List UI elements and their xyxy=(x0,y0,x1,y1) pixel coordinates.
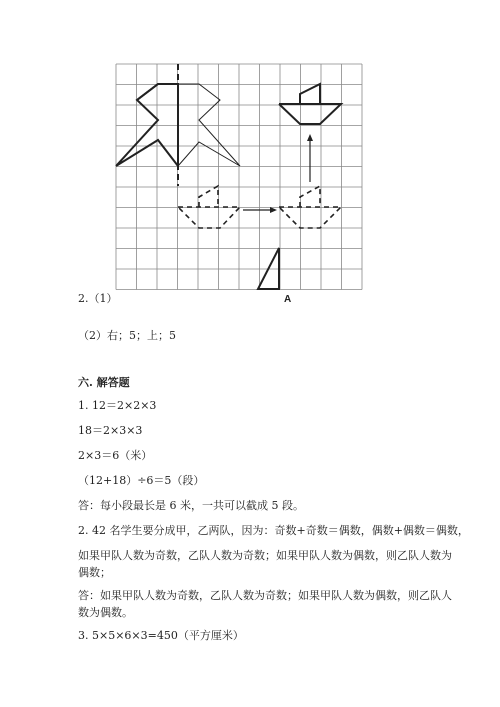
boat-dashed-right xyxy=(279,207,341,228)
part2-answer: （2）右；5；上；5 xyxy=(78,329,176,342)
boat-solid-sail xyxy=(300,84,320,104)
grid-lines xyxy=(116,64,362,290)
boat-dashed-left xyxy=(178,207,240,228)
answer-line: 1. 12＝2×2×3 xyxy=(78,399,157,412)
boat-dashed-left-sail xyxy=(199,186,218,207)
answer-line: 2. 42 名学生要分成甲，乙两队，因为：奇数+奇数＝偶数，偶数+偶数＝偶数， xyxy=(78,524,469,537)
answer-line: 如果甲队人数为奇数，乙队人数为奇数；如果甲队人数为偶数，则乙队人数为 xyxy=(78,549,452,562)
boat-solid xyxy=(279,104,341,124)
boat-dashed-right-sail xyxy=(300,186,320,207)
answer-line: 答：如果甲队人数为奇数，乙队人数为奇数；如果甲队人数为偶数，则乙队人 xyxy=(78,589,452,602)
star-shape-solid-upper xyxy=(137,84,158,100)
answer-line: 18＝2×3×3 xyxy=(78,424,143,437)
grid-figure xyxy=(0,0,500,320)
answer-line: 答：每小段最长是 6 米，一共可以截成 5 段。 xyxy=(78,499,304,512)
star-shape-mirror xyxy=(178,84,240,166)
section-heading: 六. 解答题 xyxy=(78,376,130,389)
answer-line: 3. 5×5×6×3=450（平方厘米） xyxy=(78,629,244,642)
star-shape-solid xyxy=(116,84,178,166)
answer-line: 2×3＝6（米） xyxy=(78,449,153,462)
answer-line: 数为偶数。 xyxy=(78,606,133,619)
triangle-shape xyxy=(258,248,279,289)
answer-line: （12+18）÷6＝5（段） xyxy=(78,474,205,487)
arrow-up-head xyxy=(307,134,313,141)
part2-label: 2.（1） xyxy=(78,292,118,305)
point-label-a: A xyxy=(284,294,292,305)
answer-line: 偶数； xyxy=(78,566,111,579)
